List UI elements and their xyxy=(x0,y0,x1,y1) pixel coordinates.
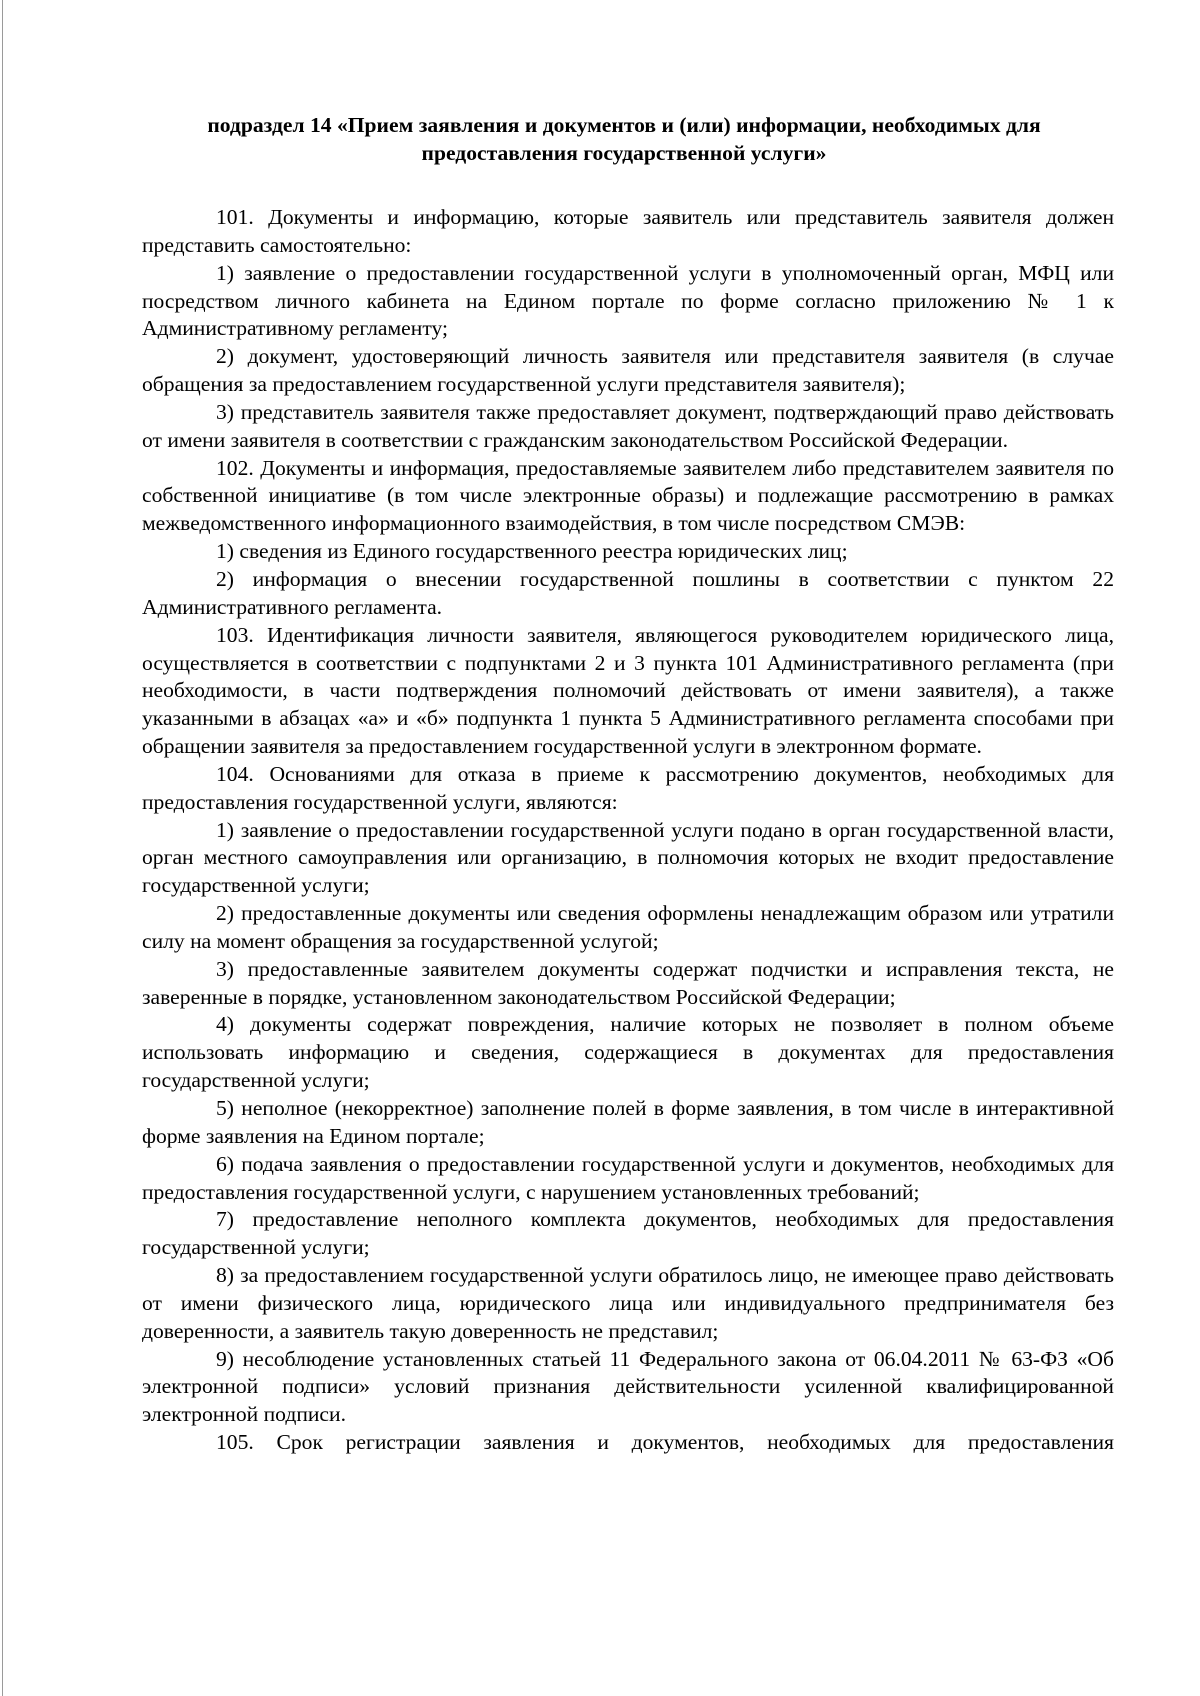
paragraph-103: 103. Идентификация личности заявителя, являющегося руководителем юридического лица, осуществляется в соответствии с подпунктами 2 и 3 пункта 101 Административного регламента (при необходимости, в части подтверждения полномочий действовать от имени заявителя), а также указанными в абзацах «а» и «б» подпункта 1 пункта 5 Административного регламента способами при обращении заявителя за предоставлением государственной услуги в электронном формате. xyxy=(142,622,1114,759)
paragraph-101-item-2: 2) документ, удостоверяющий личность заявителя или представителя заявителя (в случае обращения за предоставлением государственной услуги представителя заявителя); xyxy=(142,344,1114,397)
paragraph-104-item-3: 3) предоставленные заявителем документы содержат подчистки и исправления текста, не заверенные в порядке, установленном законодательством Российской Федерации; xyxy=(142,956,1114,1009)
paragraph-104-item-9: 9) несоблюдение установленных статьей 11 Федерального закона от 06.04.2011 № 63-ФЗ «Об электронной подписи» условий признания действительности усиленной квалифицированной электронной подписи. xyxy=(142,1346,1114,1427)
paragraph-104-item-6: 6) подача заявления о предоставлении государственной услуги и документов, необходимых для предоставления государственной услуги, с нарушением установленных требований; xyxy=(142,1151,1114,1204)
paragraph-104-item-4: 4) документы содержат повреждения, наличие которых не позволяет в полном объеме использовать информацию и сведения, содержащиеся в документах для предоставления государственной услуги; xyxy=(142,1012,1114,1093)
paragraph-102-item-1: 1) сведения из Единого государственного реестра юридических лиц; xyxy=(216,539,848,564)
paragraph-101-item-3: 3) представитель заявителя также предоставляет документ, подтверждающий право действовать от имени заявителя в соответствии с гражданским законодательством Российской Федерации. xyxy=(142,399,1114,452)
paragraph-102: 102. Документы и информация, предоставляемые заявителем либо представителем заявителя по собственной инициативе (в том числе электронные образы) и подлежащие рассмотрению в рамках межведомственного информационного взаимодействия, в том числе посредством СМЭВ: xyxy=(142,455,1114,536)
section-heading: подраздел 14 «Прием заявления и документов и (или) информации, необходимых для предоставления государственной услуги» xyxy=(207,113,1041,165)
paragraph-101-item-1: 1) заявление о предоставлении государственной услуги в уполномоченный орган, МФЦ или посредством личного кабинета на Едином портале по форме согласно приложению № 1 к Административному регламенту; xyxy=(142,260,1114,341)
scan-edge-line xyxy=(2,0,3,1696)
paragraph-104-item-2: 2) предоставленные документы или сведения оформлены ненадлежащим образом или утратили силу на момент обращения за государственной услугой; xyxy=(142,901,1114,953)
document-body xyxy=(142,204,1114,1457)
paragraph-102-item-2: 2) информация о внесении государственной пошлины в соответствии с пунктом 22 Административного регламента. xyxy=(142,566,1114,619)
paragraph-104-item-7: 7) предоставление неполного комплекта документов, необходимых для предоставления государственной услуги; xyxy=(142,1207,1114,1260)
paragraph-105: 105. Срок регистрации заявления и документов, необходимых для предоставления xyxy=(216,1430,1114,1455)
paragraph-104: 104. Основаниями для отказа в приеме к рассмотрению документов, необходимых для предоставления государственной услуги, являются: xyxy=(142,761,1114,814)
paragraph-104-item-1: 1) заявление о предоставлении государственной услуги подано в орган государственной власти, орган местного самоуправления или организацию, в полномочия которых не входит предоставление государственной услуги; xyxy=(142,817,1114,898)
paragraph-101: 101. Документы и информацию, которые заявитель или представитель заявителя должен представить самостоятельно: xyxy=(142,205,1114,257)
paragraph-104-item-8: 8) за предоставлением государственной услуги обратилось лицо, не имеющее право действовать от имени физического лица, юридического лица или индивидуального предпринимателя без доверенности, а заявитель такую доверенность не представил; xyxy=(142,1263,1114,1343)
paragraph-104-item-5: 5) неполное (некорректное) заполнение полей в форме заявления, в том числе в интерактивной форме заявления на Едином портале; xyxy=(142,1096,1114,1148)
